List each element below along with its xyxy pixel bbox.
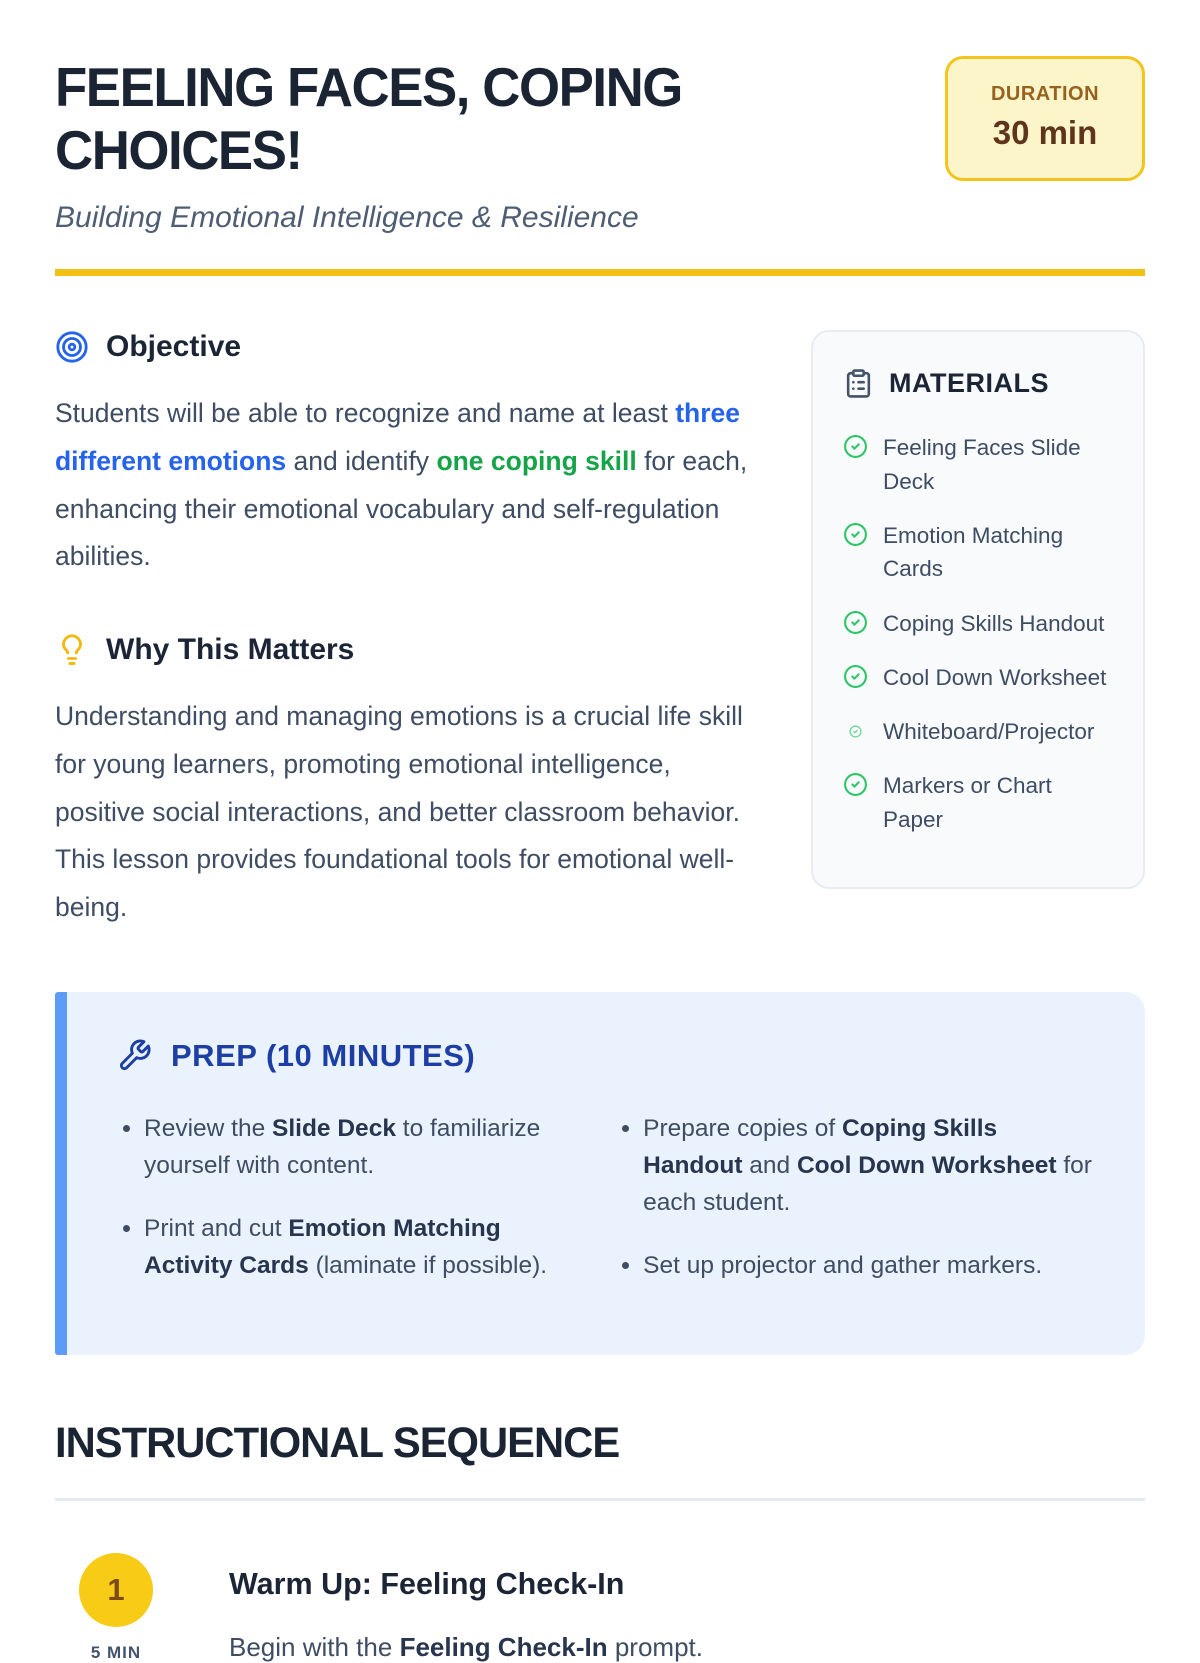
- objective-highlight-green: one coping skill: [436, 446, 637, 477]
- step-badge-column: [55, 1553, 177, 1663]
- prep-heading-label: PREP (10 MINUTES): [171, 1037, 476, 1073]
- objective-text: [55, 390, 749, 581]
- check-circle-icon: [843, 772, 868, 836]
- step-duration: 5 MIN: [90, 1642, 142, 1662]
- prep-item-text: to familiarize yourself with content.: [144, 1114, 541, 1179]
- material-item-label: Coping Skills Handout: [883, 610, 1105, 636]
- step-body-text: prompt.: [607, 1631, 703, 1662]
- wrench-icon: [117, 1038, 152, 1073]
- prep-item-text: Prepare copies of: [643, 1114, 842, 1142]
- prep-item-bold: Slide Deck: [272, 1114, 396, 1142]
- material-item-label: Emotion Matching Cards: [883, 522, 1064, 582]
- prep-item: [643, 1110, 1097, 1222]
- prep-heading: [117, 1038, 1097, 1074]
- page-title: FEELING FACES, COPING CHOICES!: [55, 56, 682, 181]
- materials-list: [843, 431, 1115, 836]
- material-item: [843, 431, 1115, 498]
- check-circle-icon: [843, 522, 868, 586]
- lightbulb-icon: [55, 633, 89, 667]
- prep-panel: [55, 992, 1145, 1355]
- target-icon: [55, 330, 89, 364]
- duration-value: 30 min: [992, 114, 1098, 151]
- header: [55, 56, 1145, 235]
- header-divider: [55, 269, 1145, 276]
- why-heading: [55, 633, 749, 667]
- material-item-label: Feeling Faces Slide Deck: [883, 435, 1081, 494]
- step-content: [229, 1553, 703, 1663]
- material-item: [843, 519, 1115, 586]
- objective-section: [55, 330, 749, 581]
- prep-item: [643, 1247, 1097, 1284]
- main-content: [55, 330, 1145, 931]
- check-circle-icon: [843, 610, 868, 640]
- material-item-label: Markers or Chart Paper: [883, 773, 1052, 832]
- step-number-badge: [79, 1553, 153, 1627]
- prep-column-right: [616, 1110, 1097, 1311]
- material-item: [843, 607, 1115, 640]
- material-item: [843, 769, 1115, 836]
- sequence-step-1: [55, 1553, 1145, 1663]
- objective-heading-label: Objective: [106, 330, 242, 364]
- prep-item-text: (laminate if possible).: [308, 1252, 548, 1280]
- step-number: 1: [107, 1571, 125, 1607]
- step-body-text: Begin with the: [229, 1631, 400, 1662]
- objective-highlight-blue: three different emotions: [55, 398, 741, 477]
- material-item-label: Cool Down Worksheet: [883, 664, 1107, 690]
- objective-heading: [55, 330, 749, 364]
- prep-item: [144, 1110, 554, 1184]
- material-item: [843, 661, 1115, 694]
- header-title-block: [55, 56, 885, 235]
- objective-text-part: Students will be able to recognize and name at least: [55, 398, 676, 429]
- check-circle-icon-small: [843, 718, 868, 748]
- prep-item-bold: Cool Down Worksheet: [796, 1151, 1057, 1179]
- objective-text-part: for each, enhancing their emotional vocabulary and self-regulation abilities.: [55, 446, 748, 572]
- prep-column-left: [117, 1110, 554, 1311]
- sequence-heading: INSTRUCTIONAL SEQUENCE: [55, 1418, 620, 1467]
- prep-item-text: and: [742, 1151, 797, 1179]
- step-title: Warm Up: Feeling Check-In: [229, 1566, 625, 1601]
- why-this-matters-section: [55, 633, 749, 931]
- step-body-bold: Feeling Check-In: [399, 1631, 608, 1662]
- prep-item-bold: Emotion Matching Activity Cards: [144, 1215, 501, 1280]
- prep-item-bold: Coping Skills Handout: [643, 1114, 998, 1179]
- prep-item-text: for each student.: [643, 1151, 1092, 1217]
- material-item: [843, 715, 1115, 748]
- why-text: Understanding and managing emotions is a crucial life skill for young learners, promoting emotional intelligence, positive social interactions, and better classroom behavior. This lesson provides foundational tools for emotional well-being.: [55, 701, 743, 922]
- check-circle-icon: [843, 434, 868, 498]
- prep-item-text: Review the: [144, 1114, 273, 1142]
- prep-checklist: [117, 1110, 1097, 1311]
- step-body: [229, 1632, 703, 1663]
- prep-item-text: Set up projector and gather markers.: [643, 1252, 1043, 1280]
- clipboard-icon: [843, 368, 874, 399]
- material-item-label: Whiteboard/Projector: [883, 719, 1095, 745]
- duration-badge: [945, 56, 1145, 181]
- materials-card: [811, 330, 1145, 889]
- materials-header: [843, 368, 1115, 399]
- prep-item: [144, 1210, 554, 1284]
- sequence-divider: [55, 1498, 1145, 1501]
- objective-text-part: and identify: [286, 446, 437, 477]
- duration-label: DURATION: [990, 83, 1100, 105]
- materials-heading: MATERIALS: [889, 368, 1049, 399]
- main-column: [55, 330, 749, 931]
- prep-item-text: Print and cut: [144, 1215, 289, 1243]
- check-circle-icon: [843, 664, 868, 694]
- why-heading-label: Why This Matters: [106, 633, 355, 667]
- page-subtitle: Building Emotional Intelligence & Resilience: [55, 201, 639, 235]
